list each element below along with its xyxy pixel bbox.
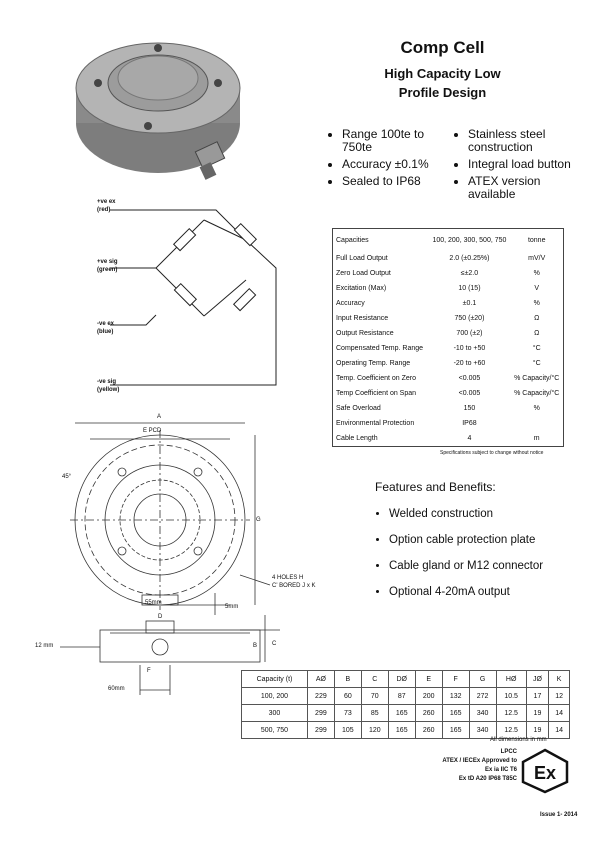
dim-cell: 85 xyxy=(361,705,388,722)
wire-color: (red) xyxy=(97,207,111,213)
dim-label-5mm: 5mm xyxy=(225,604,239,610)
spec-unit: % xyxy=(533,300,540,307)
page-title: Comp Cell xyxy=(400,38,485,57)
spec-unit: % Capacity/°C xyxy=(514,390,560,397)
ex-logo-icon xyxy=(520,748,570,794)
spec-unit: °C xyxy=(532,360,541,367)
feature-item: • Optional 4-20mA output xyxy=(389,586,575,598)
bullet-list-left xyxy=(330,128,450,192)
spec-unit: mV/V xyxy=(528,255,546,262)
feature-item: • Welded construction xyxy=(389,508,575,520)
dim-cell: 165 xyxy=(388,705,415,722)
bullet-item: • Integral load button xyxy=(468,158,576,171)
bullet-item: • ATEX version available xyxy=(468,175,576,201)
wire-color: (blue) xyxy=(97,329,114,335)
spec-row xyxy=(333,311,564,326)
wire-label: +ve ex xyxy=(97,199,116,205)
bullet-item: • Sealed to IP68 xyxy=(342,175,450,188)
dim-header-cell: DØ xyxy=(388,671,415,688)
dim-label-d: D xyxy=(158,614,163,620)
certifications xyxy=(405,748,517,784)
spec-unit xyxy=(510,416,563,431)
cert-line: Ex ia IIC T6 xyxy=(484,767,517,773)
dim-cell: 14 xyxy=(549,722,570,739)
subtitle-line: Profile Design xyxy=(398,85,487,100)
spec-value: -10 to +50 xyxy=(453,345,486,352)
spec-unit: % Capacity/°C xyxy=(514,375,560,382)
spec-unit: m xyxy=(533,435,540,442)
dim-row xyxy=(242,688,570,705)
bullet-item: • Range 100te to 750te xyxy=(342,128,450,154)
spec-label: Input Resistance xyxy=(336,315,389,322)
dim-label-12mm: 12 mm xyxy=(35,643,54,649)
wire-label-plus-exc xyxy=(97,198,116,214)
spec-label: Cable Length xyxy=(336,435,378,442)
wire-label: -ve sig xyxy=(97,379,117,385)
spec-unit: % xyxy=(533,405,540,412)
dim-cell: 87 xyxy=(388,688,415,705)
dim-header-cell: B xyxy=(334,671,361,688)
dim-label-b: B xyxy=(253,643,258,649)
dim-header-cell: AØ xyxy=(307,671,334,688)
spec-label: Compensated Temp. Range xyxy=(336,345,424,352)
spec-row xyxy=(333,341,564,356)
dim-header-cell: HØ xyxy=(496,671,526,688)
holes-line: C' BORED J x K xyxy=(272,583,316,589)
wire-label-plus-sig xyxy=(97,258,118,274)
spec-row xyxy=(333,266,564,281)
wire-label-minus-exc xyxy=(97,320,114,336)
spec-label: Zero Load Output xyxy=(336,270,391,277)
spec-value: -20 to +60 xyxy=(453,360,486,367)
spec-row xyxy=(333,356,564,371)
spec-label: Safe Overload xyxy=(336,405,381,412)
bullet-item: • Accuracy ±0.1% xyxy=(342,158,450,171)
spec-label: Temp. Coefficient on Zero xyxy=(336,375,417,382)
dim-header-cell: Capacity (t) xyxy=(242,671,308,688)
dim-header-cell: E xyxy=(415,671,442,688)
spec-value: <0.005 xyxy=(458,375,481,382)
spec-row xyxy=(333,326,564,341)
spec-value: 150 xyxy=(463,405,476,412)
dim-label-c: C xyxy=(272,641,277,647)
dim-cell: 132 xyxy=(442,688,469,705)
spec-row xyxy=(333,386,564,401)
spec-value: 4 xyxy=(467,435,472,442)
spec-row xyxy=(333,371,564,386)
spec-row xyxy=(333,401,564,416)
dim-header-cell: K xyxy=(549,671,570,688)
cert-line: ATEX / IECEx Approved to xyxy=(442,758,517,764)
dim-cell: 299 xyxy=(307,705,334,722)
dim-cell: 12 xyxy=(549,688,570,705)
features-list xyxy=(375,508,575,612)
product-photo xyxy=(70,28,250,198)
dim-cell: 260 xyxy=(415,705,442,722)
cert-line: LPCC xyxy=(500,749,517,755)
wiring-diagram xyxy=(96,200,296,415)
dimension-table xyxy=(241,670,570,739)
dim-header-cell: F xyxy=(442,671,469,688)
dim-cell: 105 xyxy=(334,722,361,739)
dim-cell: 100, 200 xyxy=(242,688,308,705)
dim-cell: 19 xyxy=(526,722,549,739)
dim-table-note: All dimensions in mm xyxy=(490,737,547,743)
dim-cell: 272 xyxy=(469,688,496,705)
dim-cell: 14 xyxy=(549,705,570,722)
svg-text:Ex: Ex xyxy=(533,763,557,783)
dim-cell: 300 xyxy=(242,705,308,722)
dim-header-row xyxy=(242,671,570,688)
specification-table xyxy=(332,228,564,447)
wire-label: -ve ex xyxy=(97,321,115,327)
spec-value: ±0.1 xyxy=(462,300,477,307)
holes-line: 4 HOLES H xyxy=(272,575,304,581)
dim-cell: 19 xyxy=(526,705,549,722)
feature-item: • Cable gland or M12 connector xyxy=(389,560,575,572)
dim-cell: 200 xyxy=(415,688,442,705)
spec-label: Full Load Output xyxy=(336,255,388,262)
spec-label: Operating Temp. Range xyxy=(336,360,411,367)
dim-label-55mm: 55mm xyxy=(145,600,162,606)
dim-cell: 17 xyxy=(526,688,549,705)
spec-row xyxy=(333,431,564,447)
dimension-drawing xyxy=(40,415,330,705)
spec-unit: tonne xyxy=(527,236,546,244)
spec-value: 2.0 (±0.25%) xyxy=(449,255,490,262)
spec-value: <0.005 xyxy=(458,390,481,397)
features-title: Features and Benefits: xyxy=(375,480,496,494)
dim-header-cell: G xyxy=(469,671,496,688)
spec-unit: V xyxy=(534,285,540,292)
spec-label: Excitation (Max) xyxy=(336,285,387,292)
spec-label: Output Resistance xyxy=(336,330,394,337)
bullet-item: • Stainless steel construction xyxy=(468,128,576,154)
dim-cell: 260 xyxy=(415,722,442,739)
dim-cell: 70 xyxy=(361,688,388,705)
page-subtitle xyxy=(360,64,525,102)
dim-label-e-pcd: E PCD xyxy=(143,428,162,434)
dim-label-g: G xyxy=(256,517,261,523)
spec-value: 700 (±2) xyxy=(456,330,483,337)
dim-label-f: F xyxy=(147,668,151,674)
issue-label: Issue 1- 2014 xyxy=(540,812,578,818)
dim-cell: 120 xyxy=(361,722,388,739)
wire-label: +ve sig xyxy=(97,259,118,265)
dim-cell: 12.5 xyxy=(496,722,526,739)
spec-row xyxy=(333,416,564,431)
dim-row xyxy=(242,705,570,722)
dim-cell: 299 xyxy=(307,722,334,739)
bullet-list-right xyxy=(456,128,576,205)
spec-label: Accuracy xyxy=(336,300,365,307)
spec-unit: °C xyxy=(532,345,541,352)
dim-cell: 73 xyxy=(334,705,361,722)
spec-label: Capacities xyxy=(336,236,369,244)
dim-header-cell: C xyxy=(361,671,388,688)
dim-label-angle: 45° xyxy=(62,474,72,480)
dim-cell: 340 xyxy=(469,705,496,722)
dim-cell: 165 xyxy=(442,705,469,722)
spec-value: 10 (15) xyxy=(458,285,481,292)
dim-row xyxy=(242,722,570,739)
dim-cell: 10.5 xyxy=(496,688,526,705)
spec-value: ≤±2.0 xyxy=(460,270,479,277)
subtitle-line: High Capacity Low xyxy=(384,66,501,81)
spec-row xyxy=(333,296,564,311)
spec-value: IP68 xyxy=(462,420,477,427)
spec-unit: Ω xyxy=(534,330,540,337)
spec-row xyxy=(333,251,564,266)
spec-value: 100, 200, 300, 500, 750 xyxy=(432,236,507,244)
wire-label-minus-sig xyxy=(97,378,119,394)
spec-unit: Ω xyxy=(534,315,540,322)
feature-item: • Option cable protection plate xyxy=(389,534,575,546)
dim-cell: 60 xyxy=(334,688,361,705)
spec-label: Environmental Protection xyxy=(336,420,415,427)
spec-row xyxy=(333,281,564,296)
dim-cell: 165 xyxy=(442,722,469,739)
dim-label-a: A xyxy=(157,414,162,420)
spec-unit: % xyxy=(533,270,540,277)
dim-cell: 500, 750 xyxy=(242,722,308,739)
spec-note: Specifications subject to change without notice xyxy=(440,450,544,456)
cert-line: Ex tD A20 IP68 T85C xyxy=(458,776,517,782)
spec-label: Temp Coefficient on Span xyxy=(336,390,417,397)
dim-label-60mm: 60mm xyxy=(108,686,125,692)
dim-cell: 229 xyxy=(307,688,334,705)
spec-row xyxy=(333,229,564,252)
wire-color: (green) xyxy=(97,267,118,273)
wire-color: (yellow) xyxy=(97,387,120,393)
spec-value: 750 (±20) xyxy=(454,315,485,322)
dim-cell: 340 xyxy=(469,722,496,739)
dim-cell: 12.5 xyxy=(496,705,526,722)
dim-label-holes xyxy=(272,574,316,590)
dim-cell: 165 xyxy=(388,722,415,739)
dim-header-cell: JØ xyxy=(526,671,549,688)
